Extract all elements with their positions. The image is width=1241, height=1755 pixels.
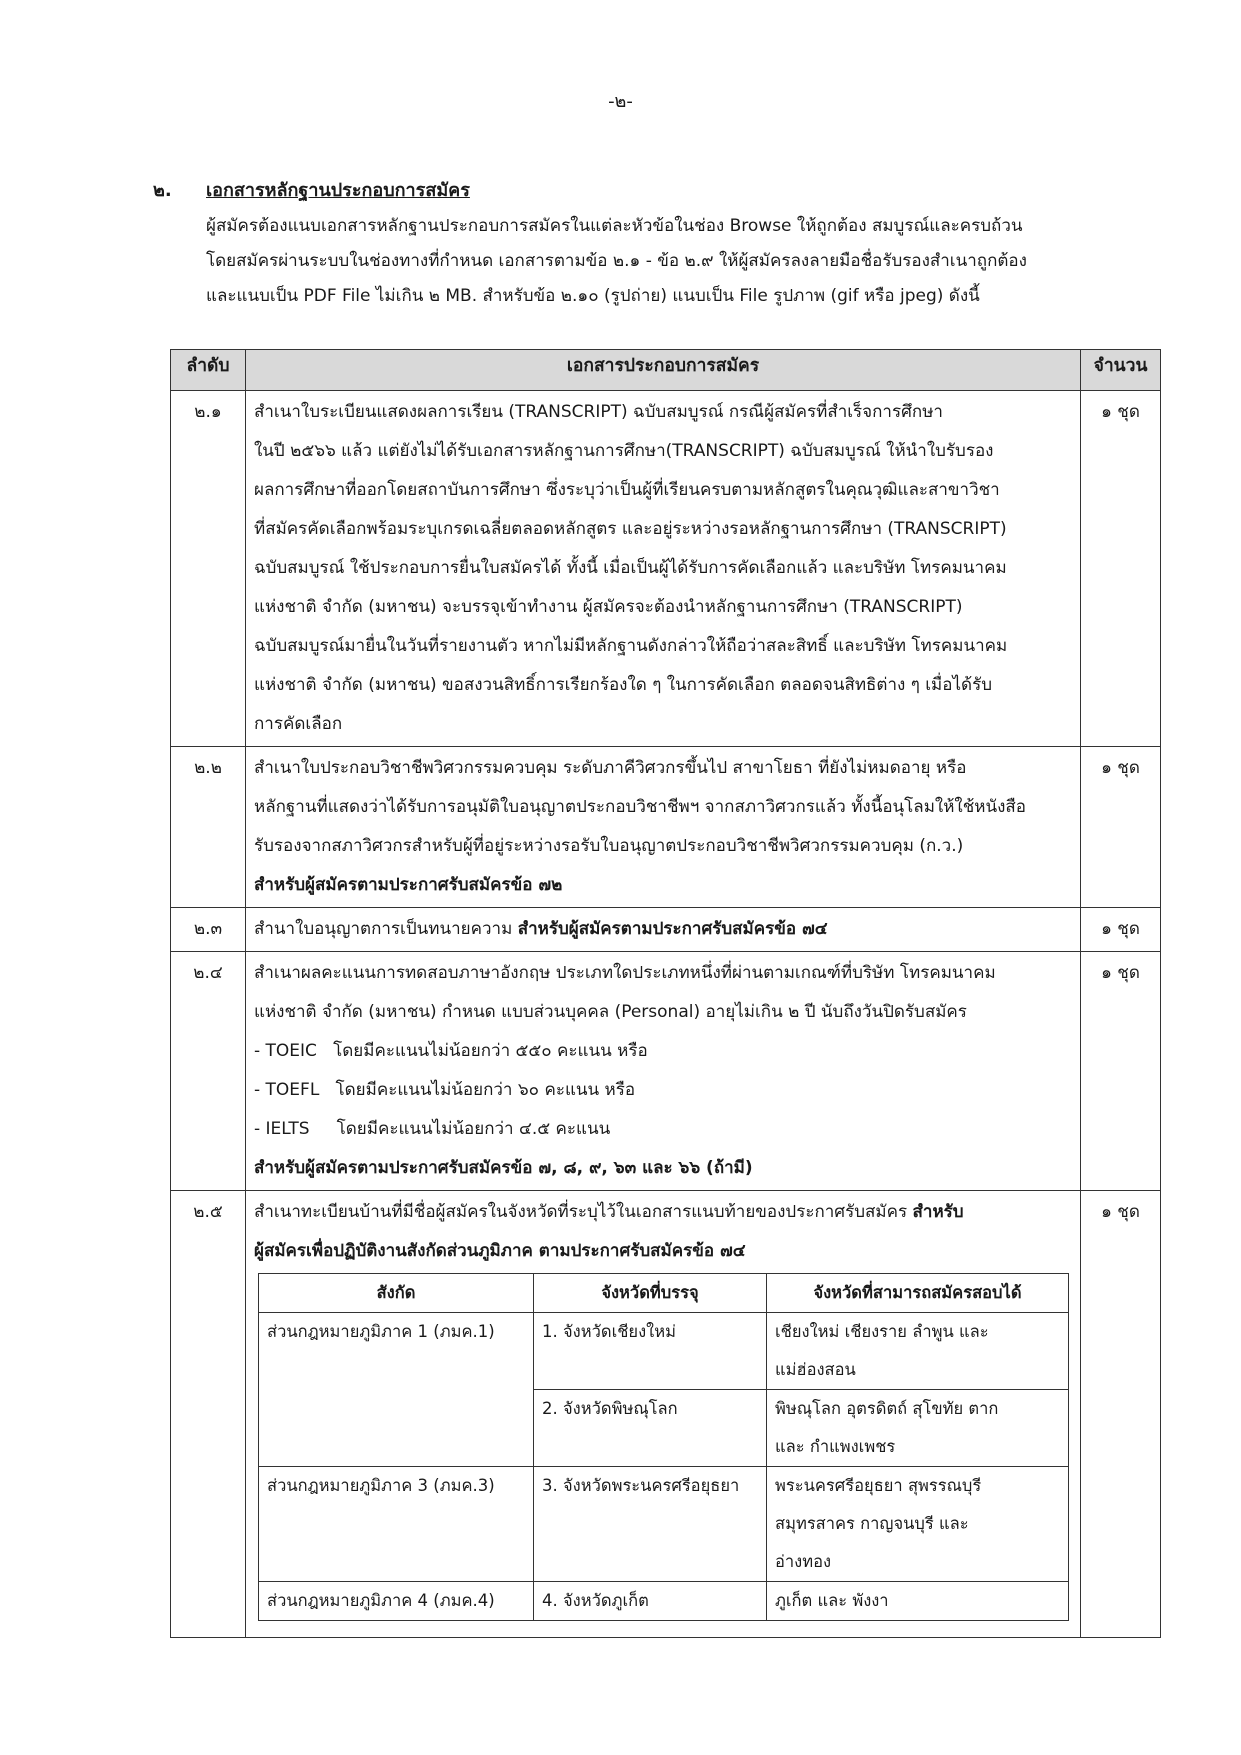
province-row <box>259 1582 1069 1621</box>
section-intro <box>206 209 1113 314</box>
row-line: การคัดเลือก <box>254 714 343 734</box>
province-cell: 2. จังหวัดพิษณุโลก <box>534 1390 767 1467</box>
row-document <box>246 908 1081 952</box>
row-number: ๒.๕ <box>171 1191 246 1638</box>
table-row <box>171 1191 1161 1638</box>
eligible-cell <box>767 1582 1069 1621</box>
row-bold-line: สำหรับผู้สมัครตามประกาศรับสมัครข้อ ๗๒ <box>254 875 563 895</box>
row-number: ๒.๓ <box>171 908 246 952</box>
eligible-cell <box>767 1390 1069 1467</box>
eligible-line: เชียงใหม่ เชียงราย ลำพูน และ <box>775 1322 989 1341</box>
eligible-line: อ่างทอง <box>775 1552 832 1571</box>
eligible-line: พิษณุโลก อุตรดิตถ์ สุโขทัย ตาก <box>775 1399 999 1418</box>
row-line: - TOEIC โดยมีคะแนนไม่น้อยกว่า ๕๕๐ คะแนน หรือ <box>254 1041 648 1061</box>
eligible-cell <box>767 1467 1069 1582</box>
province-row <box>259 1467 1069 1582</box>
section-2 <box>153 175 1113 314</box>
row-quantity: ๑ ชุด <box>1081 952 1161 1191</box>
eligible-line: แม่ฮ่องสอน <box>775 1360 856 1379</box>
row-line: ในปี ๒๕๖๖ แล้ว แต่ยังไม่ได้รับเอกสารหลักฐานการศึกษา(TRANSCRIPT) ฉบับสมบูรณ์ ให้นำใบรับรอง <box>254 441 994 461</box>
row-line: - IELTS โดยมีคะแนนไม่น้อยกว่า ๔.๕ คะแนน <box>254 1119 611 1139</box>
row-text: สำนาใบอนุญาตการเป็นทนายความ <box>254 919 518 939</box>
intro-line: ผู้สมัครต้องแนบเอกสารหลักฐานประกอบการสมัครในแต่ละหัวข้อในช่อง Browse ให้ถูกต้อง สมบูรณ์และครบถ้วน <box>206 216 1023 236</box>
unit-cell: ส่วนกฎหมายภูมิภาค 4 (ภมค.4) <box>259 1582 534 1621</box>
row-document <box>246 952 1081 1191</box>
documents-table <box>170 349 1161 1638</box>
table-row <box>171 952 1161 1191</box>
row-quantity: ๑ ชุด <box>1081 1191 1161 1638</box>
section-heading <box>153 175 1113 209</box>
row-line: หลักฐานที่แสดงว่าได้รับการอนุมัติใบอนุญาตประกอบวิชาชีพฯ จากสภาวิศวกรแล้ว ทั้งนี้อนุโลมให้ใช้หนังสือ <box>254 797 1026 817</box>
row-line: รับรองจากสภาวิศวกรสำหรับผู้ที่อยู่ระหว่างรอรับใบอนุญาตประกอบวิชาชีพวิศวกรรมควบคุม (ก.ว.) <box>254 836 964 856</box>
header-no: ลำดับ <box>171 350 246 391</box>
row-line: - TOEFL โดยมีคะแนนไม่น้อยกว่า ๖๐ คะแนน หรือ <box>254 1080 636 1100</box>
row-document <box>246 1191 1081 1638</box>
province-header: จังหวัดที่บรรจุ <box>534 1274 767 1313</box>
province-cell: 4. จังหวัดภูเก็ต <box>534 1582 767 1621</box>
row-line: ฉบับสมบูรณ์ ใช้ประกอบการยื่นใบสมัครได้ ทั้งนี้ เมื่อเป็นผู้ได้รับการคัดเลือกแล้ว และบริษัท โทรคมนาคม <box>254 558 1007 578</box>
intro-line: โดยสมัครผ่านระบบในช่องทางที่กำหนด เอกสารตามข้อ ๒.๑ - ข้อ ๒.๙ ให้ผู้สมัครลงลายมือชื่อรับรองสำเนาถูกต้อง <box>206 251 1027 271</box>
row-number: ๒.๒ <box>171 747 246 908</box>
unit-cell: ส่วนกฎหมายภูมิภาค 3 (ภมค.3) <box>259 1467 534 1582</box>
section-title: เอกสารหลักฐานประกอบการสมัคร <box>206 180 470 201</box>
row-line: ที่สมัครคัดเลือกพร้อมระบุเกรดเฉลี่ยตลอดหลักสูตร และอยู่ระหว่างรอหลักฐานการศึกษา (TRANSCRIPT) <box>254 519 1007 539</box>
table-row <box>171 391 1161 747</box>
row-number: ๒.๔ <box>171 952 246 1191</box>
eligible-line: สมุทรสาคร กาญจนบุรี และ <box>775 1514 969 1533</box>
row-quantity: ๑ ชุด <box>1081 908 1161 952</box>
table-header-row <box>171 350 1161 391</box>
province-cell: 3. จังหวัดพระนครศรีอยุธยา <box>534 1467 767 1582</box>
row-document <box>246 747 1081 908</box>
row-bold-text: สำหรับ <box>912 1202 964 1222</box>
eligible-line: ภูเก็ต และ พังงา <box>775 1591 889 1610</box>
province-header: จังหวัดที่สามารถสมัครสอบได้ <box>767 1274 1069 1313</box>
row-document <box>246 391 1081 747</box>
row-line: แห่งชาติ จำกัด (มหาชน) ขอสงวนสิทธิ์การเรียกร้องใด ๆ ในการคัดเลือก ตลอดจนสิทธิต่าง ๆ เมื่อได้รับ <box>254 675 992 695</box>
row-bold-line: ผู้สมัครเพื่อปฏิบัติงานสังกัดส่วนภูมิภาค ตามประกาศรับสมัครข้อ ๗๔ <box>254 1241 746 1261</box>
header-document: เอกสารประกอบการสมัคร <box>246 350 1081 391</box>
row-line: ฉบับสมบูรณ์มายื่นในวันที่รายงานตัว หากไม่มีหลักฐานดังกล่าวให้ถือว่าสละสิทธิ์ และบริษัท โทรคมนาคม <box>254 636 1008 656</box>
header-quantity: จำนวน <box>1081 350 1161 391</box>
province-table <box>258 1273 1069 1621</box>
page-number: -๒- <box>608 91 633 112</box>
row-line: สำเนาผลคะแนนการทดสอบภาษาอังกฤษ ประเภทใดประเภทหนึ่งที่ผ่านตามเกณฑ์ที่บริษัท โทรคมนาคม <box>254 963 996 983</box>
province-header-row <box>259 1274 1069 1313</box>
row-quantity: ๑ ชุด <box>1081 747 1161 908</box>
table-row <box>171 908 1161 952</box>
eligible-cell <box>767 1313 1069 1390</box>
row-line: สำเนาใบระเบียนแสดงผลการเรียน (TRANSCRIPT) ฉบับสมบูรณ์ กรณีผู้สมัครที่สำเร็จการศึกษา <box>254 402 943 422</box>
row-quantity: ๑ ชุด <box>1081 391 1161 747</box>
row-line: ผลการศึกษาที่ออกโดยสถาบันการศึกษา ซึ่งระบุว่าเป็นผู้ที่เรียนครบตามหลักสูตรในคุณวุฒิและสาขาวิชา <box>254 480 1000 500</box>
row-line: แห่งชาติ จำกัด (มหาชน) กำหนด แบบส่วนบุคคล (Personal) อายุไม่เกิน ๒ ปี นับถึงวันปิดรับสมัคร <box>254 1002 967 1022</box>
row-line: แห่งชาติ จำกัด (มหาชน) จะบรรจุเข้าทำงาน ผู้สมัครจะต้องนำหลักฐานการศึกษา (TRANSCRIPT) <box>254 597 963 617</box>
row-bold-text: สำหรับผู้สมัครตามประกาศรับสมัครข้อ ๗๔ <box>517 919 828 939</box>
row-line: สำเนาใบประกอบวิชาชีพวิศวกรรมควบคุม ระดับภาคีวิศวกรขึ้นไป สาขาโยธา ที่ยังไม่หมดอายุ หรือ <box>254 758 967 778</box>
unit-cell: ส่วนกฎหมายภูมิภาค 1 (ภมค.1) <box>259 1313 534 1467</box>
row-bold-line: สำหรับผู้สมัครตามประกาศรับสมัครข้อ ๗, ๘, ๙, ๖๓ และ ๖๖ (ถ้ามี) <box>254 1158 753 1178</box>
province-cell: 1. จังหวัดเชียงใหม่ <box>534 1313 767 1390</box>
row-text: สำเนาทะเบียนบ้านที่มีชื่อผู้สมัครในจังหวัดที่ระบุไว้ในเอกสารแนบท้ายของประกาศรับสมัคร <box>254 1202 913 1222</box>
eligible-line: และ กำแพงเพชร <box>775 1437 896 1456</box>
province-row <box>259 1313 1069 1390</box>
intro-line: และแนบเป็น PDF File ไม่เกิน ๒ MB. สำหรับข้อ ๒.๑๐ (รูปถ่าย) แนบเป็น File รูปภาพ (gif หรือ jpeg) ดังนี้ <box>206 286 980 306</box>
section-number: ๒. <box>153 180 172 201</box>
row-number: ๒.๑ <box>171 391 246 747</box>
row-line <box>254 910 1072 949</box>
eligible-line: พระนครศรีอยุธยา สุพรรณบุรี <box>775 1476 982 1495</box>
row-line <box>254 1193 1072 1232</box>
table-row <box>171 747 1161 908</box>
province-header: สังกัด <box>259 1274 534 1313</box>
